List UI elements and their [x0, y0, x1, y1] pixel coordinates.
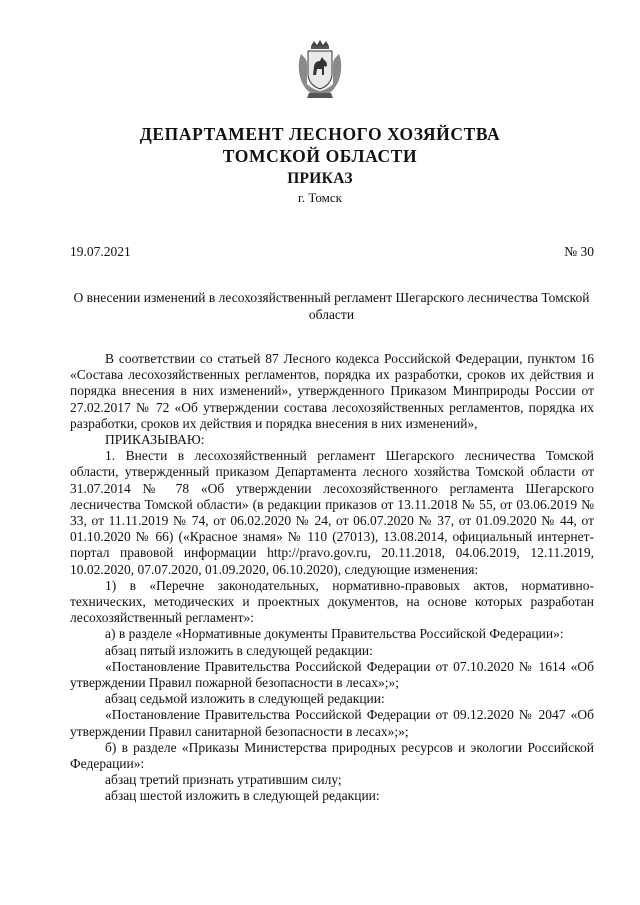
body-paragraph: абзац пятый изложить в следующей редакции:: [105, 642, 373, 658]
department-name-line2: ТОМСКОЙ ОБЛАСТИ: [222, 146, 418, 166]
body-paragraph: «Постановление Правительства Российской Федерации от 09.12.2020 № 2047 «Об утверждении Правил санитарной безопасности в лесах»;»;: [70, 707, 594, 739]
body-paragraph: абзац шестой изложить в следующей редакции:: [105, 788, 380, 804]
order-date: 19.07.2021: [70, 244, 131, 259]
body-paragraph: б) в разделе «Приказы Министерства природных ресурсов и экологии Российской Федерации»:: [70, 739, 594, 772]
order-body: [70, 351, 594, 805]
order-keyword: ПРИКАЗЫВАЮ:: [105, 432, 205, 448]
preamble-paragraph: В соответствии со статьей 87 Лесного кодекса Российской Федерации, пунктом 16 «Состава лесохозяйственных регламентов, порядка их разработки, сроков их действия и порядка внесения в них изменений», утвержденного Приказом Минприроды России от 27.02.2017 № 72 «Об утверждении состава лесохозяйственных регламентов, порядка их разработки, сроков их действия и порядка внесения в них изменений»,: [70, 351, 594, 431]
body-paragraph: «Постановление Правительства Российской Федерации от 07.10.2020 № 1614 «Об утверждении Правил пожарной безопасности в лесах»;»;: [70, 658, 594, 691]
order-number: № 30: [564, 244, 594, 259]
coat-of-arms-icon: [297, 40, 343, 100]
body-paragraph: а) в разделе «Нормативные документы Правительства Российской Федерации»:: [105, 626, 564, 642]
body-paragraph: 1) в «Перечне законодательных, нормативно-правовых актов, нормативно-технических, методических и проектных документов, на основе которых разработан лесохозяйственный регламент»:: [70, 577, 594, 626]
body-paragraph: абзац третий признать утратившим силу;: [105, 772, 342, 788]
body-paragraph: 1. Внести в лесохозяйственный регламент Шегарского лесничества Томской области, утвержденный приказом Департамента лесного хозяйства Томской области от 31.07.2014 № 78 «Об утверждении лесохозяйственного регламента Шегарского лесничества Томской области» (в редакции приказов от 13.11.2018 № 55, от 03.06.2019 № 33, от 11.11.2019 № 74, от 06.02.2020 № 24, от 06.07.2020 № 37, от 01.09.2020 № 44, от 01.10.2020 № 66) («Красное знамя» № 110 (27013), 13.08.2014, официальный интернет-портал правовой информации http://pravo.gov.ru, 20.11.2018, 04.06.2019, 12.11.2019, 10.02.2020, 07.07.2020, 01.09.2020, 06.10.2020), следующие изменения:: [70, 448, 594, 577]
document-type: ПРИКАЗ: [287, 170, 353, 187]
city: г. Томск: [298, 190, 342, 205]
department-name-line1: ДЕПАРТАМЕНТ ЛЕСНОГО ХОЗЯЙСТВА: [139, 124, 501, 144]
order-subject: О внесении изменений в лесохозяйственный регламент Шегарского лесничества Томской области: [73, 290, 590, 322]
body-paragraph: абзац седьмой изложить в следующей редакции:: [105, 691, 385, 707]
